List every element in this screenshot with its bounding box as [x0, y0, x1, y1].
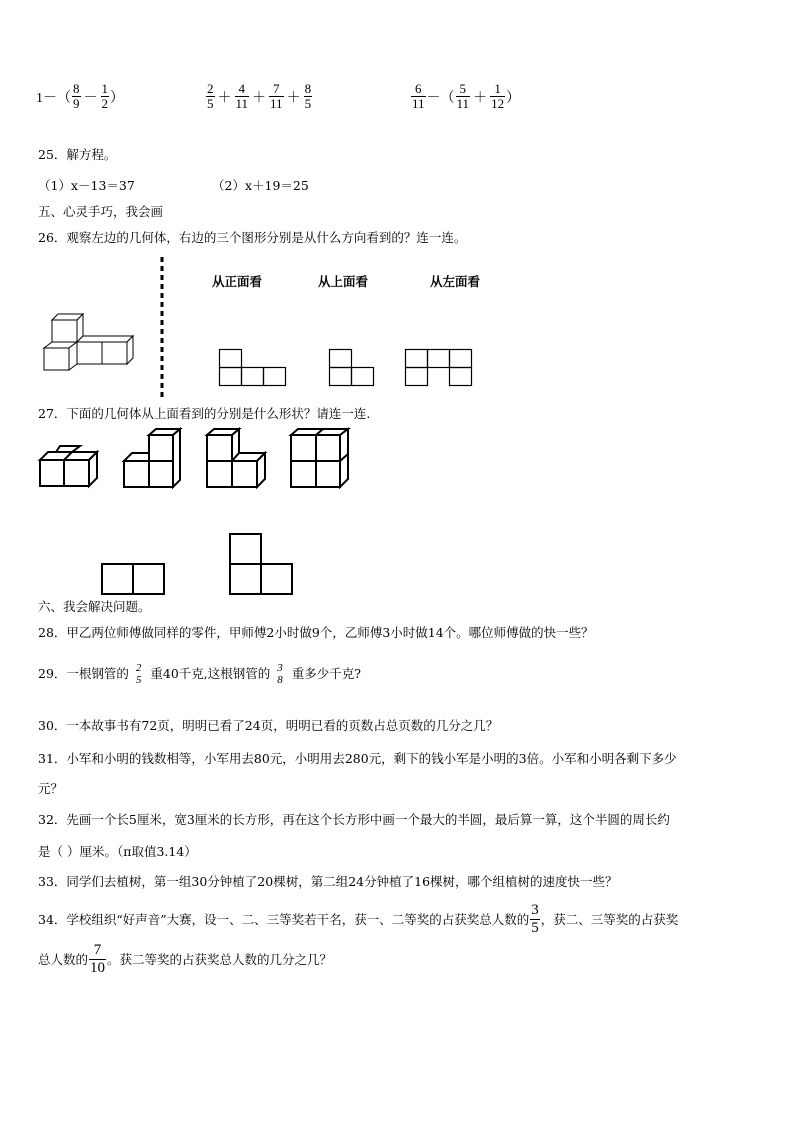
q27-top-view-b[interactable] [229, 533, 293, 595]
q25-equation-1: （1）x－13＝37 [38, 178, 135, 193]
q29-text: 29．一根钢管的 2 5 重40千克,这根钢管的 3 8 重多少千克? [38, 662, 361, 686]
q27-solid-4[interactable] [289, 427, 353, 489]
fraction: $\frac{1}{2}$ [101, 81, 108, 111]
q27-solid-3[interactable] [205, 427, 269, 489]
q28-text: 28．甲乙两位师傅做同样的零件，甲师傅2小时做9个，乙师傅3小时做14个。哪位师傅做的快一些？ [38, 625, 594, 640]
view-shape-left[interactable] [405, 349, 473, 386]
q26-title: 26．观察左边的几何体，右边的三个图形分别是从什么方向看到的？连一连。 [38, 230, 467, 245]
q34-text-line1: 34．学校组织“好声音”大赛，设一、二、三等奖若干名，获一、二等奖的占获奖总人数的 $\frac{3}{5}$ ，获二、三等奖的占获奖 [38, 902, 679, 936]
fraction: 2 5 [135, 662, 142, 686]
expr1-lead: 1－（ [36, 90, 71, 106]
view-shape-front[interactable] [219, 349, 287, 386]
expression-1: 1－（ $\frac{8}{9}$ － $\frac{1}{2}$ ） [36, 81, 124, 111]
dashed-divider [160, 257, 164, 399]
view-label-left: 从左面看 [430, 274, 481, 289]
fraction: $\frac{7}{10}$ [90, 942, 106, 976]
expression-2: $\frac{2}{5}$ ＋ $\frac{4}{11}$ ＋ $\frac{7}{11}$ ＋ $\frac{8}{5}$ [207, 81, 312, 111]
view-label-front: 从正面看 [212, 274, 263, 289]
q34-text-line2: 总人数的 $\frac{7}{10}$ 。获二等奖的占获奖总人数的几分之几？ [38, 942, 333, 976]
fraction: $\frac{5}{11}$ [456, 81, 470, 111]
q31-text-line2: 元？ [38, 781, 64, 796]
expression-3: $\frac{6}{11}$ －（ $\frac{5}{11}$ ＋ $\frac{1}{12}$ ） [412, 81, 521, 111]
view-label-top: 从上面看 [318, 274, 369, 289]
q32-text-line1: 32．先画一个长5厘米，宽3厘米的长方形，再在这个长方形中画一个最大的半圆，最后算一算，这个半圆的周长约 [38, 812, 670, 827]
section-5-heading: 五、心灵手巧，我会画 [38, 204, 164, 219]
q26-solid-figure [42, 314, 142, 374]
q27-title: 27．下面的几何体从上面看到的分别是什么形状？请连一连. [38, 406, 371, 421]
q25-title: 25．解方程。 [38, 147, 117, 162]
q33-text: 33．同学们去植树，第一组30分钟植了20棵树，第二组24分钟植了16棵树，哪个组植树的速度快一些？ [38, 874, 618, 889]
q27-top-view-a[interactable] [101, 563, 165, 595]
q27-solid-2[interactable] [122, 427, 184, 489]
section-6-heading: 六、我会解决问题。 [38, 599, 151, 614]
fraction: $\frac{1}{12}$ [491, 81, 505, 111]
q30-text: 30．一本故事书有72页，明明已看了24页，明明已看的页数占总页数的几分之几？ [38, 718, 499, 733]
q25-equation-2: （2）x＋19＝25 [212, 178, 309, 193]
fraction: $\frac{4}{11}$ [235, 81, 249, 111]
fraction: $\frac{7}{11}$ [270, 81, 283, 111]
q27-solid-1[interactable] [38, 444, 100, 488]
fraction: $\frac{3}{5}$ [531, 902, 539, 936]
fraction: 3 8 [277, 662, 283, 686]
q31-text-line1: 31．小军和小明的钱数相等，小军用去80元，小明用去280元，剩下的钱小军是小明的3倍。小军和小明各剩下多少 [38, 751, 677, 766]
fraction: $\frac{8}{9}$ [73, 81, 80, 111]
view-shape-top[interactable] [329, 349, 375, 386]
q32-text-line2: 是（ ）厘米。（π取值3.14） [38, 844, 197, 859]
fraction: $\frac{6}{11}$ [412, 81, 425, 111]
fraction: $\frac{2}{5}$ [207, 81, 214, 111]
fraction: $\frac{8}{5}$ [304, 81, 312, 111]
